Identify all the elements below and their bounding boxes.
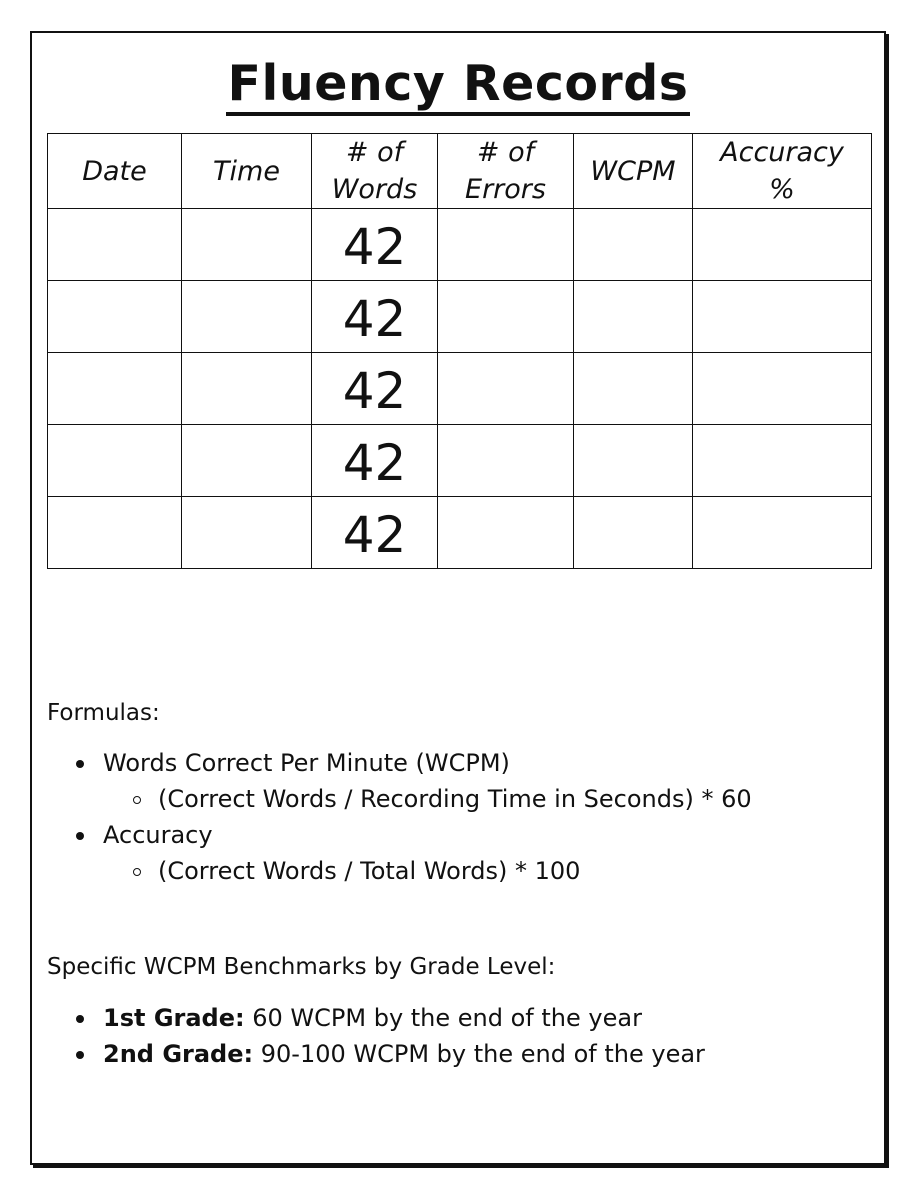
bullet-circle-icon xyxy=(133,868,141,876)
cell-date[interactable] xyxy=(48,425,182,497)
table-row xyxy=(48,209,872,281)
cell-words: 42 xyxy=(312,209,438,281)
cell-words: 42 xyxy=(312,281,438,353)
table-row xyxy=(48,281,872,353)
bullet-dot-icon xyxy=(76,832,84,840)
cell-accuracy[interactable] xyxy=(693,497,872,569)
cell-date[interactable] xyxy=(48,209,182,281)
benchmarks-heading: Specific WCPM Benchmarks by Grade Level: xyxy=(47,954,556,980)
header-accuracy-line1: Accuracy xyxy=(720,137,844,168)
header-errors-line1: # of xyxy=(476,137,535,168)
table-row xyxy=(48,353,872,425)
cell-time[interactable] xyxy=(182,353,312,425)
benchmarks-list xyxy=(47,1000,705,1072)
header-date xyxy=(48,134,182,209)
header-time xyxy=(182,134,312,209)
formula-label: Words Correct Per Minute (WCPM) xyxy=(103,749,510,777)
bullet-dot-icon xyxy=(76,1051,84,1059)
cell-errors[interactable] xyxy=(438,353,574,425)
grade-label: 2nd Grade: xyxy=(103,1040,254,1068)
cell-wcpm[interactable] xyxy=(574,497,693,569)
cell-time[interactable] xyxy=(182,425,312,497)
cell-accuracy[interactable] xyxy=(693,353,872,425)
header-accuracy xyxy=(693,134,872,209)
cell-date[interactable] xyxy=(48,353,182,425)
cell-time[interactable] xyxy=(182,209,312,281)
cell-accuracy[interactable] xyxy=(693,281,872,353)
header-wcpm xyxy=(574,134,693,209)
cell-wcpm[interactable] xyxy=(574,425,693,497)
cell-date[interactable] xyxy=(48,497,182,569)
header-date-label: Date xyxy=(82,155,147,187)
table-row xyxy=(48,425,872,497)
cell-accuracy[interactable] xyxy=(693,209,872,281)
cell-errors[interactable] xyxy=(438,209,574,281)
cell-wcpm[interactable] xyxy=(574,353,693,425)
cell-wcpm[interactable] xyxy=(574,209,693,281)
grade-label: 1st Grade: xyxy=(103,1004,245,1032)
formula-label: Accuracy xyxy=(103,821,213,849)
bullet-dot-icon xyxy=(76,760,84,768)
page-title: Fluency Records xyxy=(226,56,691,116)
formula-text: (Correct Words / Recording Time in Seconds) * 60 xyxy=(158,785,752,813)
cell-wcpm[interactable] xyxy=(574,281,693,353)
formulas-heading: Formulas: xyxy=(47,700,160,726)
cell-time[interactable] xyxy=(182,281,312,353)
header-errors-line2: Errors xyxy=(465,174,546,205)
cell-errors[interactable] xyxy=(438,497,574,569)
cell-date[interactable] xyxy=(48,281,182,353)
cell-time[interactable] xyxy=(182,497,312,569)
page-title-container xyxy=(0,56,916,116)
list-item xyxy=(47,781,752,817)
list-item xyxy=(47,853,752,889)
list-item xyxy=(47,1036,705,1072)
list-item xyxy=(47,817,752,853)
cell-words: 42 xyxy=(312,497,438,569)
table-row xyxy=(48,497,872,569)
cell-words: 42 xyxy=(312,425,438,497)
bullet-circle-icon xyxy=(133,796,141,804)
fluency-records-table xyxy=(47,133,872,569)
header-errors xyxy=(438,134,574,209)
bullet-dot-icon xyxy=(76,1015,84,1023)
header-time-label: Time xyxy=(213,155,280,187)
cell-errors[interactable] xyxy=(438,281,574,353)
header-words xyxy=(312,134,438,209)
benchmark-text: 60 WCPM by the end of the year xyxy=(244,1004,642,1032)
list-item xyxy=(47,745,752,781)
table-header-row xyxy=(48,134,872,209)
cell-accuracy[interactable] xyxy=(693,425,872,497)
formula-text: (Correct Words / Total Words) * 100 xyxy=(158,857,581,885)
list-item xyxy=(47,1000,705,1036)
header-accuracy-line2: % xyxy=(769,174,795,205)
benchmark-text: 90-100 WCPM by the end of the year xyxy=(253,1040,705,1068)
cell-words: 42 xyxy=(312,353,438,425)
header-wcpm-label: WCPM xyxy=(590,155,676,187)
formulas-list xyxy=(47,745,752,889)
cell-errors[interactable] xyxy=(438,425,574,497)
header-words-line2: Words xyxy=(331,174,418,205)
header-words-line1: # of xyxy=(345,137,404,168)
